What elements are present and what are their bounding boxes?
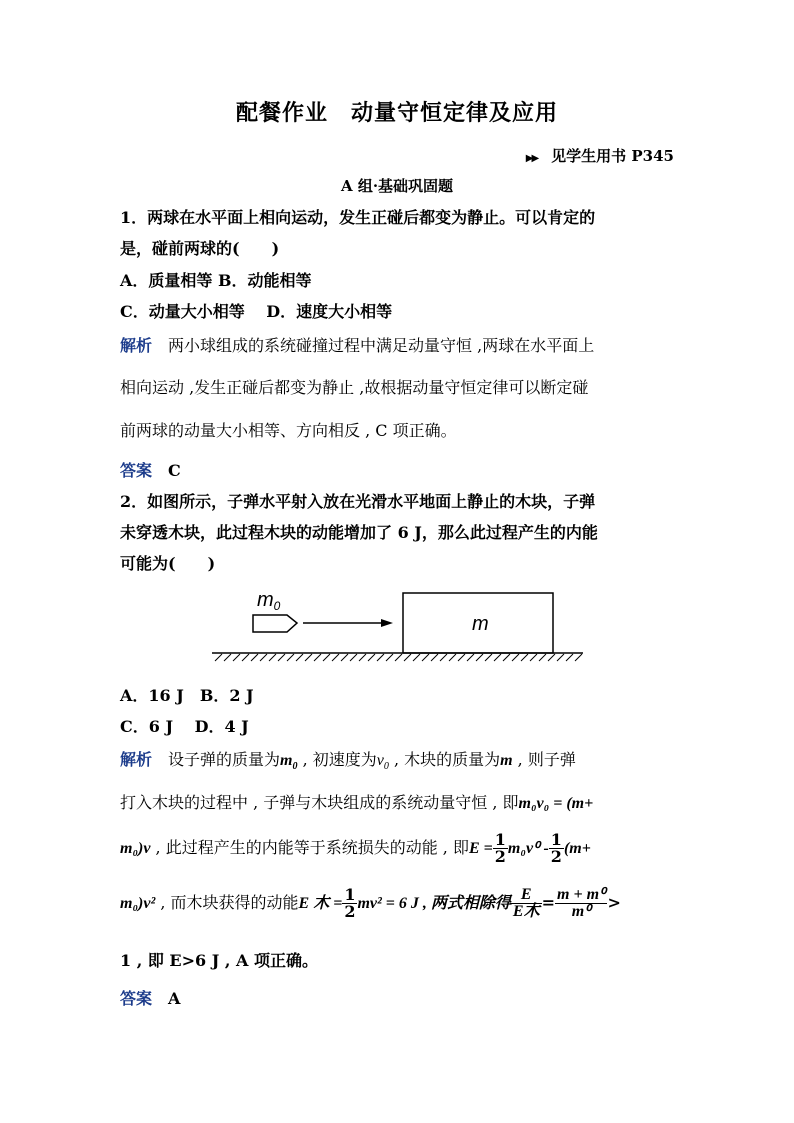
q2-option-ab: A．16 J B．2 J [120, 686, 254, 705]
q1-stem-line-2: 是，碰前两球的( ) [120, 239, 280, 258]
analysis-label: 解析 [120, 336, 153, 355]
q2-answer-value: A [168, 989, 181, 1008]
answer-label: 答案 [120, 989, 153, 1008]
q2-a3-mid: m₀v⁰ - [507, 840, 549, 857]
mass-ratio-fraction: $\frac{\text{m + m⁰}}{\text{m⁰}}$ [557, 886, 606, 920]
analysis-label: 解析 [120, 750, 153, 769]
greater-than-sign: > [607, 893, 621, 912]
q2-analysis-line-3 [120, 832, 591, 865]
equals-sign: = [541, 893, 556, 912]
q2-analysis-line-1 [120, 747, 576, 772]
q1-analysis-line-2: 相向运动 ,发生正碰后都变为静止 ,故根据动量守恒定律可以断定碰 [120, 378, 589, 397]
q1-option-cd: C．动量大小相等 D．速度大小相等 [120, 302, 393, 321]
q2-stem-line-1: 2．如图所示，子弹水平射入放在光滑水平地面上静止的木块，子弹 [120, 492, 596, 511]
reference-note [526, 145, 674, 166]
q1-option-ab: A．质量相等 B．动能相等 [120, 271, 312, 290]
q2-a1-m0: $m_0$ [280, 752, 298, 773]
q2-a4-text-2: mv² = 6 J , 两式相除得 [357, 895, 511, 912]
q2-a1-text-3: , 木块的质量为 [388, 750, 501, 769]
q2-a3-expr: m₀)v [120, 840, 151, 857]
q2-a1-text-1: 设子弹的质量为 [168, 750, 281, 769]
q2-a1-text-2: , 初速度为 [297, 750, 377, 769]
q1-analysis-text-1: 两小球组成的系统碰撞过程中满足动量守恒 ,两球在水平面上 [168, 336, 595, 355]
reference-text: 见学生用书 P345 [551, 147, 674, 165]
q1-answer-value: C [168, 461, 181, 480]
q1-answer [120, 458, 181, 481]
fraction-half: $\frac{1}{2}$ [344, 885, 356, 921]
q2-stem-line-2: 未穿透木块，此过程木块的动能增加了 6 J，那么此过程产生的内能 [120, 523, 598, 542]
q2-a1-m: m [500, 752, 513, 769]
q2-a1-v0: $v_0$ [376, 752, 389, 773]
q2-a2-text: 打入木块的过程中 , 子弹与木块组成的系统动量守恒 , 即 [120, 793, 519, 812]
q1-analysis-line-3: 前两球的动量大小相等、方向相反 , C 项正确。 [120, 421, 457, 440]
q2-analysis-line-2 [120, 790, 593, 813]
q2-a3-text: , 此过程产生的内能等于系统损失的动能 , 即 [150, 838, 469, 857]
group-heading: A 组·基础巩固题 [340, 177, 454, 195]
q2-stem-line-3: 可能为( ) [120, 554, 216, 573]
q2-a2-equation: m₀v₀ = (m+ [518, 795, 594, 812]
q2-option-cd: C．6 J D．4 J [120, 717, 249, 736]
q2-answer [120, 986, 180, 1009]
block-mass-label: m [472, 613, 489, 635]
q2-a4-expr: m₀)v² [120, 895, 156, 912]
q2-a4-text: , 而木块获得的动能 [155, 893, 299, 912]
velocity-arrowhead [381, 619, 393, 627]
q2-analysis-line-4 [120, 887, 621, 920]
q2-a3-end: (m+ [563, 840, 591, 857]
ratio-fraction: $\frac{E}{\text{E木}}$ [512, 886, 540, 920]
fraction-half: $\frac{1}{2}$ [550, 830, 562, 866]
bullet-shape [253, 615, 297, 632]
fraction-half: $\frac{1}{2}$ [494, 830, 506, 866]
arrow-icon: ▶▶ [525, 153, 538, 164]
ground-hatching [215, 654, 582, 661]
answer-label: 答案 [120, 461, 153, 480]
q2-analysis-line-5: 1 , 即 E>6 J , A 项正确。 [120, 951, 318, 970]
q2-a1-text-4: , 则子弹 [512, 750, 576, 769]
q1-stem-line-1: 1．两球在水平面上相向运动，发生正碰后都变为静止。可以肯定的 [120, 208, 596, 227]
q2-a4-Ek: E 木 = [298, 895, 343, 912]
q1-analysis-line-1 [120, 333, 594, 356]
bullet-block-figure [205, 580, 590, 665]
bullet-mass-label: $m_0$ [257, 589, 281, 613]
page-title: 配餐作业 动量守恒定律及应用 [235, 100, 558, 126]
q2-a3-E: E = [468, 840, 493, 857]
